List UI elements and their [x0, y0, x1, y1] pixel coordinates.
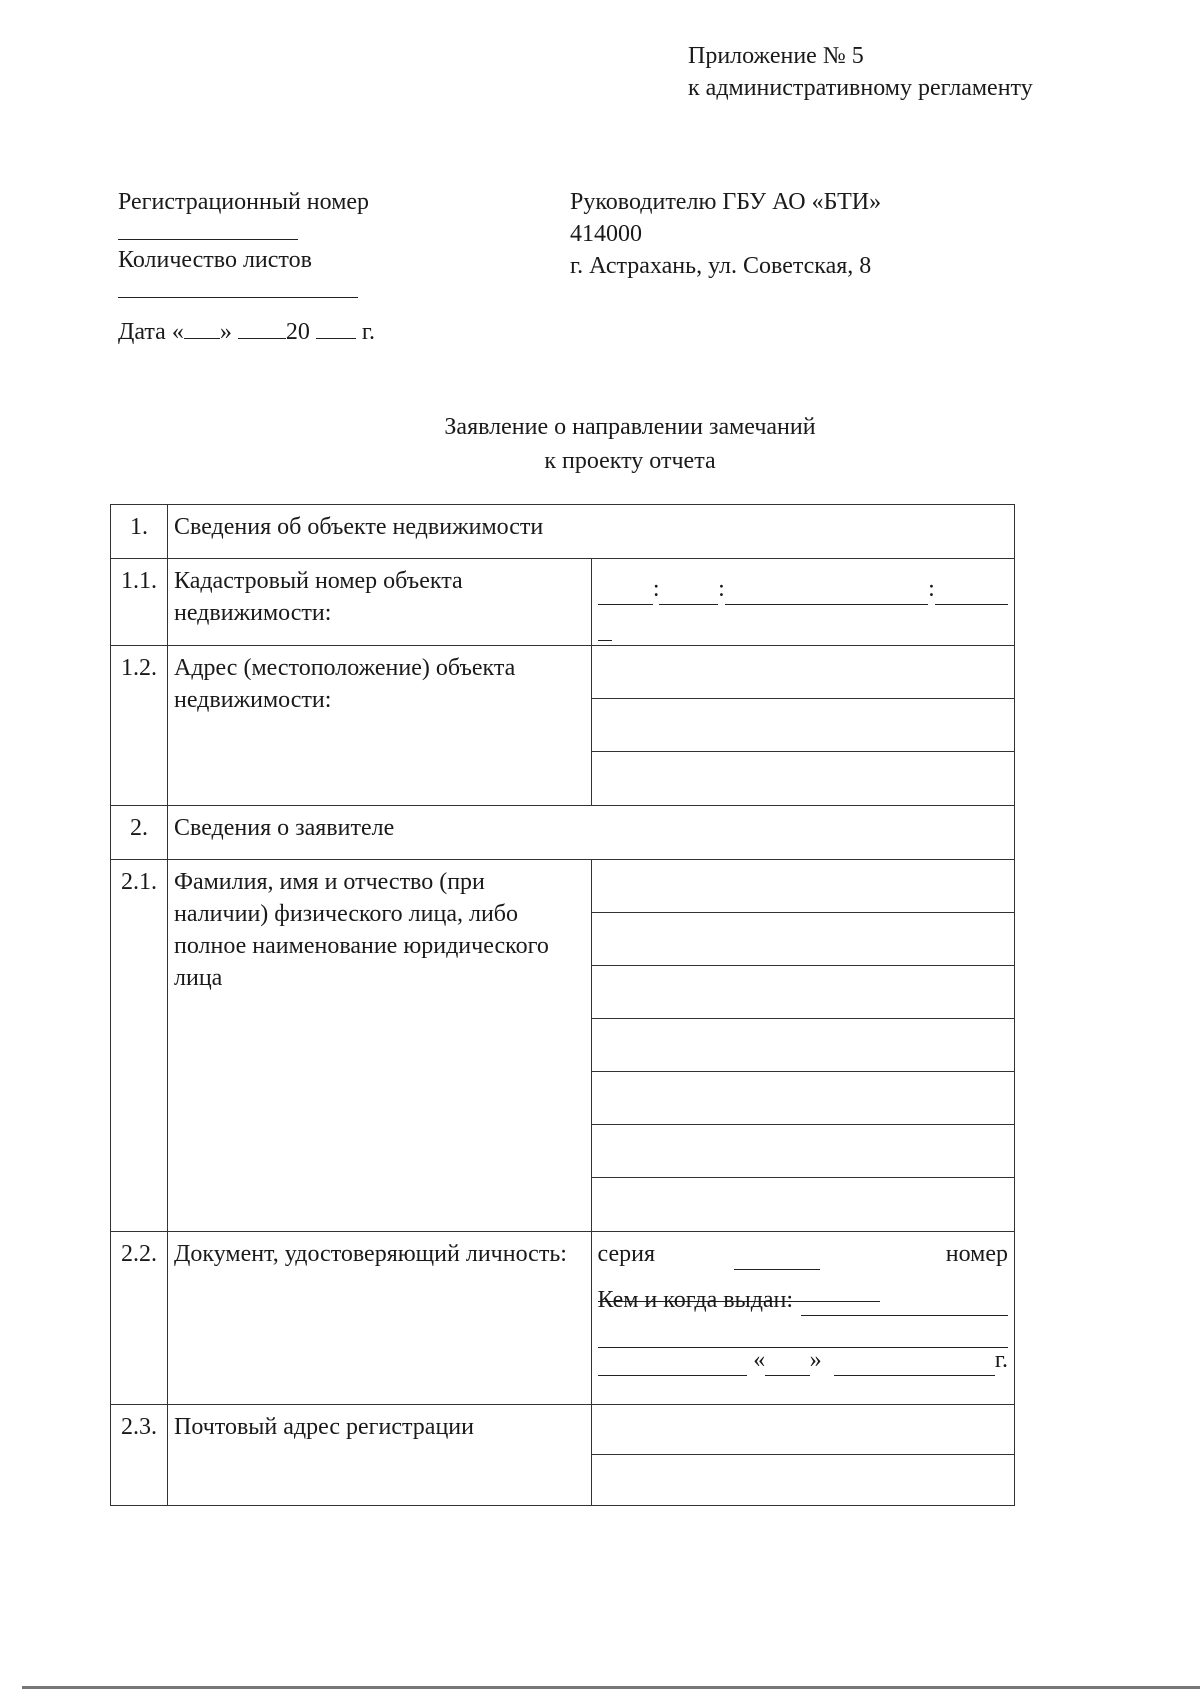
date-day-field[interactable]	[184, 337, 220, 339]
cadastral-number-field[interactable]: : : :	[591, 559, 1015, 646]
registration-block	[118, 186, 375, 348]
row-2-1	[111, 860, 1015, 1232]
appendix-regulation: к административному регламенту	[688, 75, 1033, 101]
reg-number-field[interactable]	[118, 218, 375, 244]
document-title	[0, 410, 1200, 478]
section-1-row	[111, 505, 1015, 559]
issue-date-line: « » г.	[598, 1344, 1009, 1376]
date-line: Дата « » 20 г.	[118, 319, 375, 345]
sheets-label: Количество листов	[118, 247, 312, 273]
appendix-number: Приложение № 5	[688, 43, 864, 69]
title-line-2: к проекту отчета	[544, 448, 716, 474]
reg-number-label: Регистрационный номер	[118, 189, 370, 215]
postal-address-field[interactable]	[591, 1405, 1015, 1506]
applicant-name-field[interactable]	[591, 860, 1015, 1232]
title-line-1: Заявление о направлении замечаний	[444, 414, 816, 440]
row-1-2-label: Адрес (местоположение) объекта недвижимости:	[168, 646, 592, 806]
sheets-field[interactable]	[118, 276, 375, 316]
issued-field[interactable]	[801, 1293, 1008, 1316]
row-1-2	[111, 646, 1015, 806]
address-field[interactable]	[591, 646, 1015, 806]
row-2-1-number: 2.1.	[111, 860, 168, 1232]
addressee-head: Руководителю ГБУ АО «БТИ»	[570, 189, 882, 215]
row-2-2-number: 2.2.	[111, 1232, 168, 1405]
section-2-title: Сведения о заявителе	[168, 806, 1015, 860]
date-month-field[interactable]	[238, 337, 286, 339]
series-label: серия	[597, 1241, 655, 1267]
number-label: номер	[945, 1241, 1008, 1267]
section-1-number: 1.	[111, 505, 168, 559]
series-field[interactable]	[734, 1247, 820, 1270]
row-1-1-number: 1.1.	[111, 559, 168, 646]
row-1-1-label: Кадастровый номер объекта недвижимости:	[168, 559, 592, 646]
section-2-number: 2.	[111, 806, 168, 860]
addressee-block	[570, 186, 881, 282]
series-number-line	[598, 1238, 1009, 1270]
section-2-row	[111, 806, 1015, 860]
row-1-1	[111, 559, 1015, 646]
row-2-2	[111, 1232, 1015, 1405]
row-2-3	[111, 1405, 1015, 1506]
section-1-title: Сведения об объекте недвижимости	[168, 505, 1015, 559]
row-2-3-number: 2.3.	[111, 1405, 168, 1506]
row-1-2-number: 1.2.	[111, 646, 168, 806]
addressee-postcode: 414000	[570, 221, 642, 247]
issued-label: Кем и когда выдан:	[597, 1287, 794, 1313]
issue-day-field[interactable]	[765, 1353, 809, 1376]
issue-year-field[interactable]	[834, 1353, 995, 1376]
row-2-1-label: Фамилия, имя и отчество (при наличии) физического лица, либо полное наименование юридического лица	[168, 860, 592, 1232]
page-bottom-edge	[22, 1686, 1200, 1689]
issued-field-continued[interactable]	[598, 1316, 1009, 1342]
issued-line	[598, 1284, 1009, 1316]
addressee-address: г. Астрахань, ул. Советская, 8	[570, 253, 872, 279]
row-2-3-label: Почтовый адрес регистрации	[168, 1405, 592, 1506]
date-year-field[interactable]	[316, 337, 356, 339]
row-2-2-label: Документ, удостоверяющий личность:	[168, 1232, 592, 1405]
application-form-table	[110, 504, 1015, 1506]
issued-by-tail-field[interactable]	[598, 1353, 748, 1376]
number-field[interactable]	[598, 1270, 1009, 1280]
appendix-header	[688, 40, 1033, 104]
identity-document-field	[591, 1232, 1015, 1405]
